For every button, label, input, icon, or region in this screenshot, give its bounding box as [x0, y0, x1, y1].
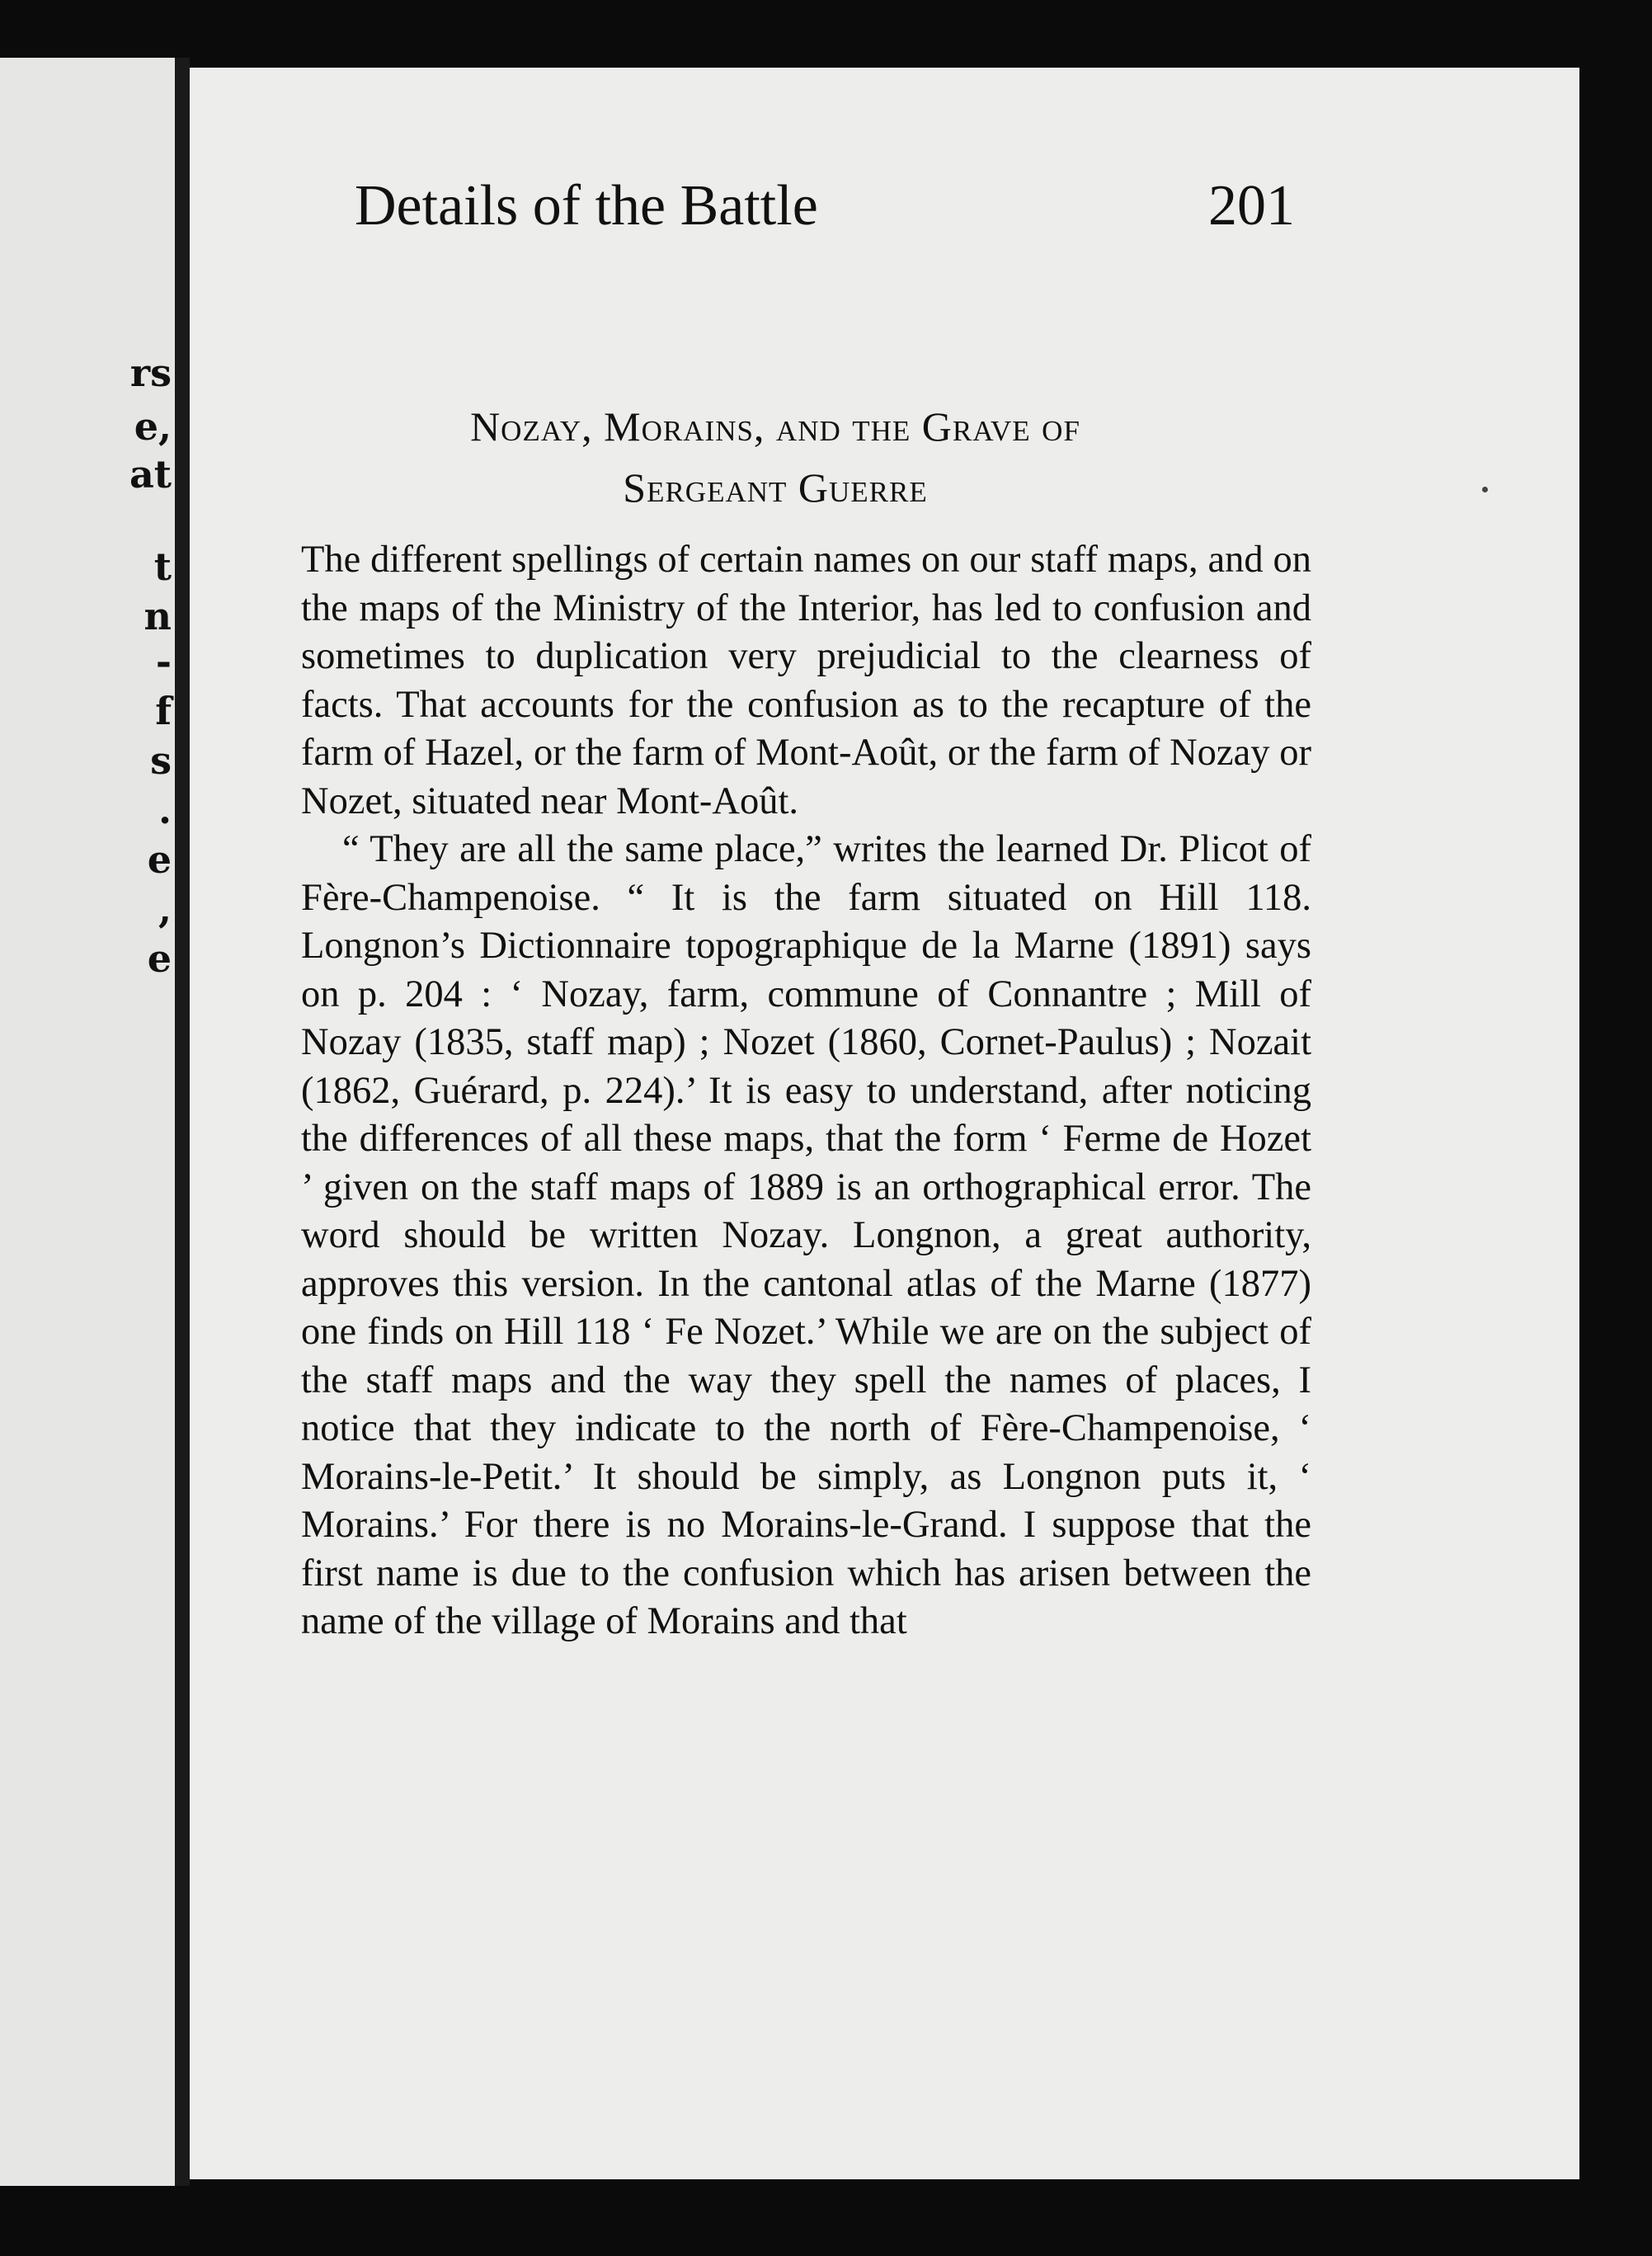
previous-page-fragment: at [129, 452, 172, 497]
running-title: Details of the Battle [355, 174, 818, 238]
previous-page-fragment: s [150, 738, 172, 783]
previous-page-fragment: e [147, 936, 172, 981]
section-heading [301, 396, 1250, 518]
previous-page-fragment: , [158, 887, 172, 931]
paragraph: “ They are all the same place,” writes the learned Dr. Plicot of Fère-Champenoise. “ It is the farm situated on Hill 118. Longnon’s Dictionnaire topographique de la Marne (1891) says on p. 204 : ‘ Nozay, farm, commune of Connantre ; Mill of Nozay (1835, staff map) ; Nozet (1860, Cornet-Paulus) ; Nozait (1862, Guérard, p. 224).’ It is easy to understand, after noticing the differences of all these maps, that the form ‘ Ferme de Hozet ’ given on the staff maps of 1889 is an orthographical error. The word should be written Nozay. Longnon, a great authority, approves this version. In the cantonal atlas of the Marne (1877) one finds on Hill 118 ‘ Fe Nozet.’ While we are on the subject of the staff maps and the way they spell the names of places, I notice that they indicate to the north of Fère-Champenoise, ‘ Morains-le-Petit.’ It should be simply, as Longnon puts it, ‘ Morains.’ For there is no Morains-le-Grand. I suppose that the first name is due to the confusion which has arisen between the name of the village of Morains and that [301, 828, 1311, 1642]
section-heading-line-2: Sergeant Guerre [623, 464, 928, 511]
previous-page-fragment: e, [134, 404, 172, 449]
previous-page-fragment: n [144, 594, 172, 638]
previous-page-fragment: f [155, 689, 172, 733]
previous-page-fragment: t [153, 544, 172, 589]
page-number: 201 [1208, 174, 1295, 238]
book-gutter [175, 58, 190, 2186]
previous-page-fragment: e [147, 837, 172, 882]
running-header [355, 173, 1295, 239]
previous-page-fragment: - [155, 639, 172, 684]
previous-page-fragment: . [158, 788, 172, 832]
previous-page-edge [0, 58, 175, 2186]
previous-page-fragment: rs [129, 351, 172, 395]
body-text [301, 536, 1311, 1646]
section-heading-line-1: Nozay, Morains, and the Grave of [470, 403, 1080, 450]
page-speck [1482, 487, 1488, 492]
paragraph: The different spellings of certain names on our staff maps, and on the maps of the Ministry of the Interior, has led to confusion and sometimes to duplication very prejudicial to the clearness of facts. That accounts for the confusion as to the recapture of the farm of Hazel, or the farm of Mont-Août, or the farm of Nozay or Nozet, situated near Mont-Août. [301, 539, 1311, 822]
